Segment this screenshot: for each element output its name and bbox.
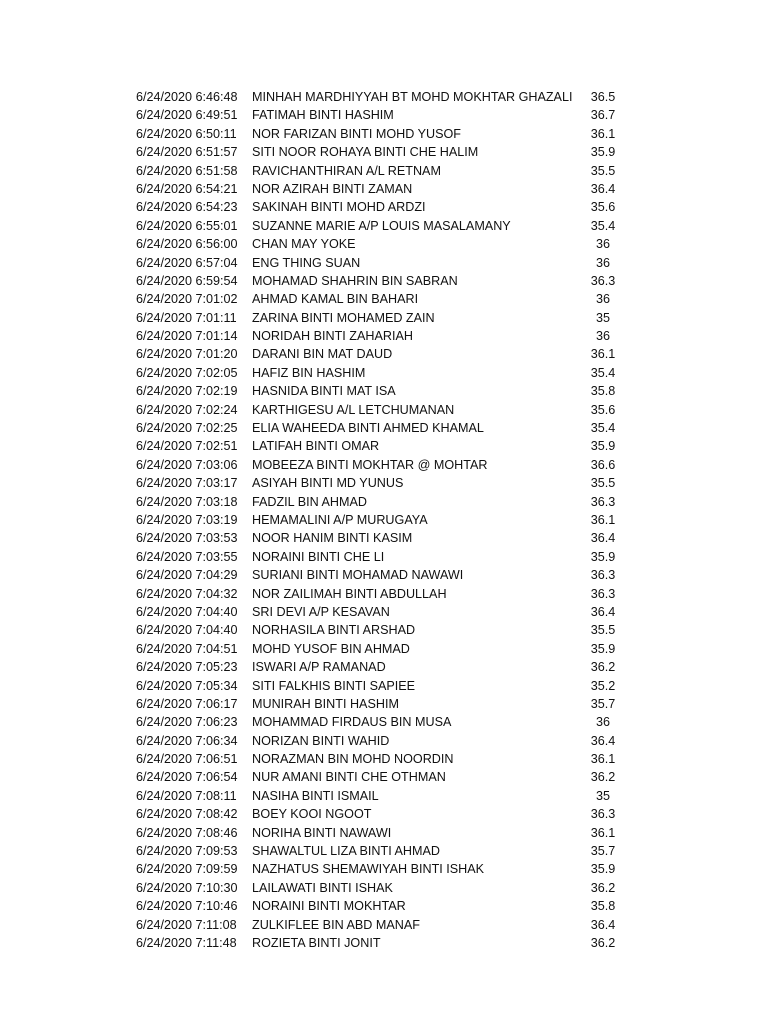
temperature-cell: 36.2	[590, 770, 616, 785]
name-cell: MOHD YUSOF BIN AHMAD	[252, 641, 410, 656]
name-cell: NAZHATUS SHEMAWIYAH BINTI ISHAK	[252, 862, 485, 877]
temperature-cell: 36	[595, 237, 610, 252]
temperature-cell: 36.7	[590, 108, 616, 123]
timestamp-cell: 6/24/2020 7:09:53	[136, 844, 238, 859]
timestamp-cell: 6/24/2020 7:02:19	[136, 384, 238, 399]
name-cell: MOBEEZA BINTI MOKHTAR @ MOHTAR	[252, 457, 488, 472]
name-cell: NOR ZAILIMAH BINTI ABDULLAH	[252, 586, 447, 601]
table-row	[0, 621, 768, 639]
timestamp-cell: 6/24/2020 7:08:11	[136, 788, 237, 803]
table-row	[0, 162, 768, 180]
temperature-cell: 36.4	[590, 604, 616, 619]
timestamp-cell: 6/24/2020 7:03:06	[136, 457, 238, 472]
timestamp-cell: 6/24/2020 7:02:25	[136, 421, 238, 436]
timestamp-cell: 6/24/2020 7:02:51	[136, 439, 238, 454]
timestamp-cell: 6/24/2020 7:05:23	[136, 660, 238, 675]
timestamp-cell: 6/24/2020 6:50:11	[136, 126, 237, 141]
table-row	[0, 456, 768, 474]
table-row	[0, 658, 768, 676]
temperature-cell: 36.4	[590, 733, 616, 748]
temperature-cell: 36	[595, 255, 610, 270]
temperature-cell: 35.8	[590, 384, 616, 399]
timestamp-cell: 6/24/2020 7:08:46	[136, 825, 238, 840]
table-row	[0, 88, 768, 106]
table-row	[0, 934, 768, 952]
timestamp-cell: 6/24/2020 7:06:34	[136, 733, 238, 748]
table-row	[0, 897, 768, 915]
temperature-cell: 35.5	[590, 163, 616, 178]
name-cell: ZARINA BINTI MOHAMED ZAIN	[252, 310, 435, 325]
timestamp-cell: 6/24/2020 6:49:51	[136, 108, 238, 123]
timestamp-cell: 6/24/2020 7:04:32	[136, 586, 238, 601]
name-cell: ELIA WAHEEDA BINTI AHMED KHAMAL	[252, 421, 484, 436]
table-row	[0, 125, 768, 143]
name-cell: NOOR HANIM BINTI KASIM	[252, 531, 413, 546]
timestamp-cell: 6/24/2020 6:51:58	[136, 163, 238, 178]
temperature-cell: 35.4	[590, 218, 616, 233]
table-row	[0, 198, 768, 216]
timestamp-cell: 6/24/2020 7:05:34	[136, 678, 238, 693]
timestamp-cell: 6/24/2020 6:46:48	[136, 90, 238, 104]
table-row	[0, 805, 768, 823]
timestamp-cell: 6/24/2020 6:56:00	[136, 237, 238, 252]
temperature-cell: 36.3	[590, 494, 616, 509]
table-row	[0, 290, 768, 308]
table-row	[0, 235, 768, 253]
timestamp-cell: 6/24/2020 7:04:29	[136, 568, 238, 583]
name-cell: SUZANNE MARIE A/P LOUIS MASALAMANY	[252, 218, 511, 233]
timestamp-cell: 6/24/2020 6:51:57	[136, 145, 238, 160]
timestamp-cell: 6/24/2020 7:01:02	[136, 292, 238, 307]
timestamp-cell: 6/24/2020 7:01:11	[136, 310, 237, 325]
table-row	[0, 566, 768, 584]
name-cell: SITI NOOR ROHAYA BINTI CHE HALIM	[252, 145, 479, 160]
name-cell: ZULKIFLEE BIN ABD MANAF	[252, 917, 420, 932]
name-cell: RAVICHANTHIRAN A/L RETNAM	[252, 163, 441, 178]
timestamp-cell: 6/24/2020 7:04:51	[136, 641, 238, 656]
table-row	[0, 382, 768, 400]
table-row	[0, 272, 768, 290]
table-row	[0, 824, 768, 842]
attendance-table	[0, 88, 768, 952]
name-cell: LAILAWATI BINTI ISHAK	[252, 880, 393, 895]
temperature-cell: 36.4	[590, 531, 616, 546]
temperature-cell: 36.2	[590, 660, 616, 675]
name-cell: NORAZMAN BIN MOHD NOORDIN	[252, 752, 454, 767]
temperature-cell: 35.4	[590, 421, 616, 436]
name-cell: NUR AMANI BINTI CHE OTHMAN	[252, 770, 446, 785]
temperature-cell: 35.9	[590, 862, 616, 877]
table-row	[0, 768, 768, 786]
temperature-cell: 36.1	[590, 126, 616, 141]
table-row	[0, 474, 768, 492]
name-cell: NORHASILA BINTI ARSHAD	[252, 623, 416, 638]
name-cell: DARANI BIN MAT DAUD	[252, 347, 393, 362]
table-row	[0, 419, 768, 437]
timestamp-cell: 6/24/2020 7:06:17	[136, 696, 238, 711]
temperature-cell: 36.5	[590, 90, 616, 104]
table-row	[0, 529, 768, 547]
timestamp-cell: 6/24/2020 7:10:30	[136, 880, 238, 895]
table-row	[0, 640, 768, 658]
name-cell: SHAWALTUL LIZA BINTI AHMAD	[252, 844, 441, 859]
temperature-cell: 36.3	[590, 807, 616, 822]
name-cell: HAFIZ BIN HASHIM	[252, 365, 366, 380]
table-row	[0, 879, 768, 897]
table-row	[0, 603, 768, 621]
timestamp-cell: 6/24/2020 6:55:01	[136, 218, 238, 233]
table-row	[0, 217, 768, 235]
name-cell: MOHAMAD SHAHRIN BIN SABRAN	[252, 273, 458, 288]
temperature-cell: 36.3	[590, 586, 616, 601]
timestamp-cell: 6/24/2020 7:06:23	[136, 715, 238, 730]
temperature-cell: 35.6	[590, 200, 616, 215]
name-cell: HEMAMALINI A/P MURUGAYA	[252, 512, 428, 527]
table-row	[0, 916, 768, 934]
temperature-cell: 36	[595, 329, 610, 344]
name-cell: BOEY KOOI NGOOT	[252, 807, 372, 822]
name-cell: AHMAD KAMAL BIN BAHARI	[252, 292, 419, 307]
table-row	[0, 309, 768, 327]
name-cell: NOR FARIZAN BINTI MOHD YUSOF	[252, 126, 461, 141]
timestamp-cell: 6/24/2020 7:09:59	[136, 862, 238, 877]
temperature-cell: 35.5	[590, 476, 616, 491]
table-row	[0, 842, 768, 860]
temperature-cell: 35.5	[590, 623, 616, 638]
timestamp-cell: 6/24/2020 6:59:54	[136, 273, 238, 288]
temperature-cell: 35.9	[590, 549, 616, 564]
name-cell: CHAN MAY YOKE	[252, 237, 356, 252]
table-row	[0, 327, 768, 345]
table-row	[0, 254, 768, 272]
name-cell: NORAINI BINTI CHE LI	[252, 549, 385, 564]
temperature-cell: 36.3	[590, 273, 616, 288]
table-row	[0, 677, 768, 695]
name-cell: HASNIDA BINTI MAT ISA	[252, 384, 396, 399]
temperature-cell: 36.1	[590, 825, 616, 840]
name-cell: NORIDAH BINTI ZAHARIAH	[252, 329, 413, 344]
table-row	[0, 860, 768, 878]
name-cell: ENG THING SUAN	[252, 255, 361, 270]
timestamp-cell: 6/24/2020 7:02:24	[136, 402, 238, 417]
timestamp-cell: 6/24/2020 7:06:54	[136, 770, 238, 785]
table-row	[0, 493, 768, 511]
name-cell: NORIHA BINTI NAWAWI	[252, 825, 392, 840]
temperature-cell: 35.9	[590, 145, 616, 160]
timestamp-cell: 6/24/2020 7:02:05	[136, 365, 238, 380]
table-row	[0, 787, 768, 805]
table-row	[0, 106, 768, 124]
temperature-cell: 36.6	[590, 457, 616, 472]
name-cell: SITI FALKHIS BINTI SAPIEE	[252, 678, 416, 693]
name-cell: ASIYAH BINTI MD YUNUS	[252, 476, 404, 491]
table-row	[0, 548, 768, 566]
temperature-cell: 35.8	[590, 899, 616, 914]
temperature-cell: 35.6	[590, 402, 616, 417]
temperature-cell: 35	[595, 788, 610, 803]
timestamp-cell: 6/24/2020 7:04:40	[136, 604, 238, 619]
table-row	[0, 143, 768, 161]
table-row	[0, 750, 768, 768]
timestamp-cell: 6/24/2020 7:04:40	[136, 623, 238, 638]
temperature-cell: 36.2	[590, 935, 616, 950]
temperature-cell: 36.1	[590, 752, 616, 767]
temperature-cell: 36.4	[590, 181, 616, 196]
temperature-cell: 36.1	[590, 512, 616, 527]
timestamp-cell: 6/24/2020 6:54:23	[136, 200, 238, 215]
timestamp-cell: 6/24/2020 7:11:08	[136, 917, 237, 932]
temperature-cell: 35.2	[590, 678, 616, 693]
name-cell: NORIZAN BINTI WAHID	[252, 733, 390, 748]
timestamp-cell: 6/24/2020 7:03:53	[136, 531, 238, 546]
name-cell: ISWARI A/P RAMANAD	[252, 660, 386, 675]
timestamp-cell: 6/24/2020 7:08:42	[136, 807, 238, 822]
name-cell: SRI DEVI A/P KESAVAN	[252, 604, 390, 619]
name-cell: ROZIETA BINTI JONIT	[252, 935, 381, 950]
table-row	[0, 180, 768, 198]
table-row	[0, 732, 768, 750]
timestamp-cell: 6/24/2020 7:03:17	[136, 476, 238, 491]
temperature-cell: 36	[595, 715, 610, 730]
name-cell: LATIFAH BINTI OMAR	[252, 439, 380, 454]
name-cell: MINHAH MARDHIYYAH BT MOHD MOKHTAR GHAZALI	[252, 90, 573, 104]
timestamp-cell: 6/24/2020 7:01:20	[136, 347, 238, 362]
name-cell: FATIMAH BINTI HASHIM	[252, 108, 394, 123]
temperature-cell: 35.9	[590, 439, 616, 454]
temperature-cell: 36.3	[590, 568, 616, 583]
name-cell: MOHAMMAD FIRDAUS BIN MUSA	[252, 715, 452, 730]
timestamp-cell: 6/24/2020 7:10:46	[136, 899, 238, 914]
temperature-cell: 35.4	[590, 365, 616, 380]
name-cell: SAKINAH BINTI MOHD ARDZI	[252, 200, 426, 215]
table-row	[0, 695, 768, 713]
table-row	[0, 713, 768, 731]
timestamp-cell: 6/24/2020 7:03:19	[136, 512, 238, 527]
timestamp-cell: 6/24/2020 6:54:21	[136, 181, 238, 196]
name-cell: NASIHA BINTI ISMAIL	[252, 788, 379, 803]
timestamp-cell: 6/24/2020 7:03:18	[136, 494, 238, 509]
temperature-cell: 35	[595, 310, 610, 325]
timestamp-cell: 6/24/2020 7:03:55	[136, 549, 238, 564]
temperature-cell: 35.7	[590, 696, 616, 711]
timestamp-cell: 6/24/2020 7:01:14	[136, 329, 238, 344]
temperature-cell: 35.9	[590, 641, 616, 656]
name-cell: FADZIL BIN AHMAD	[252, 494, 367, 509]
timestamp-cell: 6/24/2020 7:06:51	[136, 752, 238, 767]
timestamp-cell: 6/24/2020 6:57:04	[136, 255, 238, 270]
temperature-cell: 36.4	[590, 917, 616, 932]
name-cell: SURIANI BINTI MOHAMAD NAWAWI	[252, 568, 464, 583]
temperature-cell: 35.7	[590, 844, 616, 859]
name-cell: MUNIRAH BINTI HASHIM	[252, 696, 399, 711]
temperature-cell: 36	[595, 292, 610, 307]
name-cell: KARTHIGESU A/L LETCHUMANAN	[252, 402, 455, 417]
table-row	[0, 401, 768, 419]
table-row	[0, 585, 768, 603]
temperature-cell: 36.2	[590, 880, 616, 895]
name-cell: NOR AZIRAH BINTI ZAMAN	[252, 181, 413, 196]
temperature-cell: 36.1	[590, 347, 616, 362]
table-row	[0, 345, 768, 363]
table-row	[0, 364, 768, 382]
timestamp-cell: 6/24/2020 7:11:48	[136, 935, 237, 950]
name-cell: NORAINI BINTI MOKHTAR	[252, 899, 406, 914]
table-row	[0, 437, 768, 455]
table-row	[0, 511, 768, 529]
